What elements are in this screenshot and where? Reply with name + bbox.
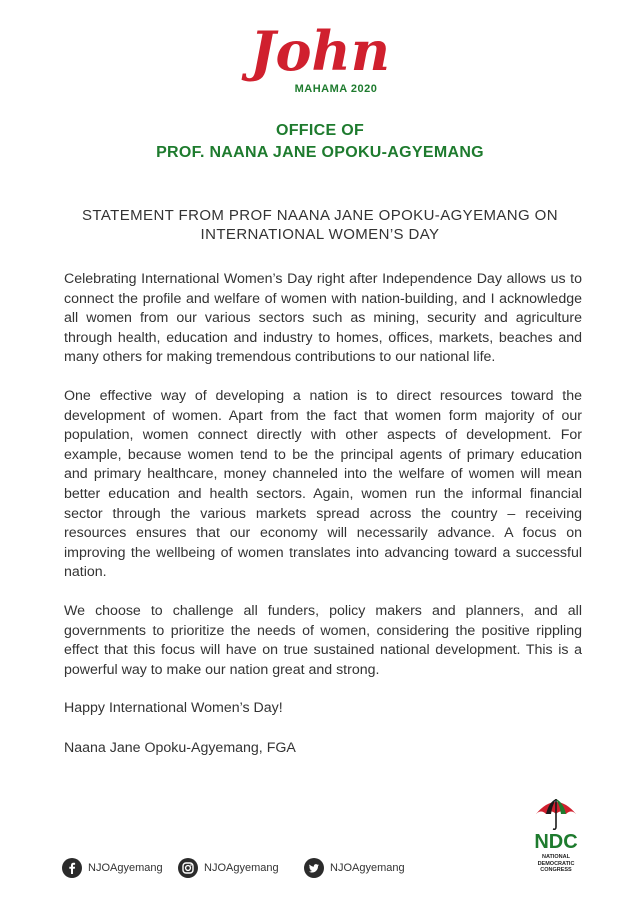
body-paragraph-3: We choose to challenge all funders, policy makers and planners, and all governments to prioritize the needs of women, considering the positive rippling effect that this focus will have on true sustained national development. This is a powerful way to make our nation great and strong.	[64, 602, 582, 678]
statement-title-line-1: STATEMENT FROM PROF NAANA JANE OPOKU-AGYEMANG ON	[82, 207, 558, 224]
office-line-2: PROF. NAANA JANE OPOKU-AGYEMANG	[156, 144, 484, 161]
social-links	[62, 858, 462, 884]
instagram-handle: NJOAgyemang	[204, 862, 279, 874]
statement-title	[40, 206, 600, 244]
facebook-icon	[62, 858, 82, 878]
twitter-icon	[304, 858, 324, 878]
ndc-logo	[516, 796, 596, 886]
instagram-icon	[178, 858, 198, 878]
twitter-handle: NJOAgyemang	[330, 862, 405, 874]
body-paragraph-1: Celebrating International Women’s Day right after Independence Day allows us to connect the profile and welfare of women with nation-building, and I acknowledge all women from our various sectors such as mining, security and agriculture through health, education and industry to homes, offices, markets, beaches and many others for making tremendous contributions to our national life.	[64, 271, 582, 366]
social-facebook[interactable]	[62, 858, 163, 878]
ndc-sub-line-2: DEMOCRATIC	[537, 860, 575, 867]
social-twitter[interactable]	[304, 858, 405, 878]
greeting: Happy International Women’s Day!	[64, 700, 283, 717]
statement-body	[64, 270, 582, 758]
statement-title-line-2: INTERNATIONAL WOMEN’S DAY	[200, 226, 440, 243]
ndc-sub-line-3: CONGRESS	[540, 867, 572, 873]
ndc-name: NDC	[534, 831, 578, 853]
facebook-handle: NJOAgyemang	[88, 862, 163, 874]
signature: Naana Jane Opoku-Agyemang, FGA	[64, 739, 296, 756]
umbrella-icon	[533, 796, 579, 830]
logo-script-name: John	[249, 19, 391, 83]
body-paragraph-2: One effective way of developing a nation is to direct resources toward the development of women. Apart from the fact that women form majority of our population, women connect directly with other aspects of development. For example, because women tend to be the principal agents of primary education and primary healthcare, money channeled into the welfare of women will mean better education and health sectors. Again, women run the informal financial sector through the various markets spread across the country – receiving resources ensures that our economy will necessarily advance. A focus on improving the wellbeing of women translates into advancing toward a successful nation.	[64, 387, 582, 581]
ndc-full-name	[516, 854, 596, 874]
office-line-1: OFFICE OF	[275, 122, 365, 139]
social-instagram[interactable]	[178, 858, 279, 878]
logo-tagline: MAHAMA 2020	[294, 83, 378, 95]
ndc-sub-line-1: NATIONAL	[541, 854, 570, 860]
campaign-logo	[0, 18, 640, 108]
office-heading	[0, 120, 640, 164]
